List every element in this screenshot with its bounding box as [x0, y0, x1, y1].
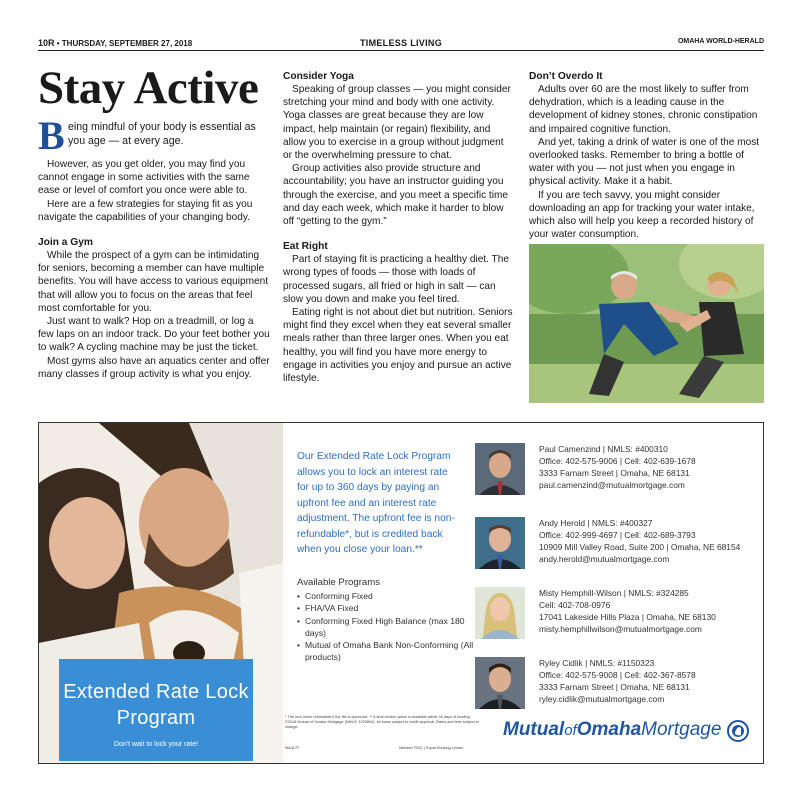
officer-email: paul.camenzind@mutualmortgage.com — [539, 480, 685, 490]
ad-legal: Member FDIC | Equal Housing Lender — [399, 746, 464, 750]
officer-email: misty.hemphillwilson@mutualmortgage.com — [539, 624, 702, 634]
body-paragraph: Most gyms also have an aquatics center and offer many classes if group activity is what you enjoy. — [38, 355, 270, 380]
officer-address: 3333 Farnam Street | Omaha, NE 68131 — [539, 468, 690, 478]
pitch-text: Our Extended Rate Lock Program allows you to lock an interest rate for up to 360 days by paying an upfront fee and an interest rate adjustment. The upfront fee is non-refundable*, but is credited back when you — [297, 451, 455, 555]
officer-name: Ryley Cidlik | NMLS: #1150323 — [539, 658, 655, 668]
body-paragraph: Part of staying fit is practicing a healthy diet. The wrong types of foods — those with loads of processed sugars, all fried or high in salt — can slow you down and make you feel tired. — [283, 254, 509, 305]
logo-omaha: Omaha — [576, 719, 642, 740]
section-name: TIMELESS LIVING — [359, 38, 442, 48]
loan-officer-card — [475, 587, 764, 639]
section-heading-eat-right: Eat Right — [283, 241, 328, 253]
section-heading-dont-overdo: Don’t Overdo It — [529, 71, 603, 82]
body-paragraph: While the prospect of a gym can be intimidating for seniors, becoming a member can have multiple benefits. You will have access to various equipment that will allow you to focus on the areas that feel most comfortable for you. — [38, 250, 269, 314]
body-paragraph: If you are tech savvy, you might consider downloading an app for tracking your water intake, which also will help you keep a recorded history of your water consumption. — [529, 189, 755, 241]
body-paragraph: Adults over 60 are the most likely to suffer from dehydration, which is a leading cause in the development of kidney stones, chronic constipation and impaired cognitive function. — [529, 84, 758, 135]
officer-email: ryley.cidlik@mutualmortgage.com — [539, 694, 665, 704]
logo-mutual: Mutual — [503, 719, 565, 740]
officer-email: andy.herold@mutualmortgage.com — [539, 554, 670, 564]
pitch-close: close — [343, 544, 368, 555]
officer-phone: Office: 402-999-4697 | Cell: 402-689-3793 — [539, 530, 696, 540]
officer-info — [539, 517, 740, 565]
lead-text: eing mindful of your body is essential as you age — at every age. — [68, 121, 256, 147]
officer-phone: Office: 402-575-9006 | Cell: 402-639-1678 — [539, 456, 696, 466]
headshot-photo — [475, 443, 525, 495]
officer-phone: Office: 402-575-9008 | Cell: 402-367-8578 — [539, 670, 696, 680]
pitch-end: your loan.** — [367, 544, 423, 555]
available-programs — [297, 577, 477, 663]
logo-of: of — [564, 722, 577, 739]
body-paragraph: Speaking of group classes — you might consider stretching your mind and body with one activity. Yoga classes are great because they are low impact, help maintain (or regain) flexibility, and allow you to exercise in a group without judgment or the overwhelming pressure to chat. — [283, 84, 511, 162]
headshot-photo — [475, 587, 525, 639]
article-column-3 — [529, 70, 765, 241]
page-header — [38, 38, 764, 50]
promo-subtitle: Don't wait to lock your rate! — [113, 741, 199, 748]
promo-title: Extended Rate Lock Program — [63, 681, 249, 729]
mutual-of-omaha-logo — [503, 719, 721, 741]
newspaper-name: OMAHA WORLD-HERALD — [677, 38, 764, 45]
body-paragraph: Eating right is not about diet but nutrition. Seniors might find they excel when they eat several smaller meals rather than three larger ones. When you eat healthy, you will find you have more energy to engage in activities you enjoy and pursue an active lifestyle. — [283, 307, 513, 385]
officer-info — [539, 657, 696, 705]
ad-code: MA417F — [285, 746, 300, 750]
drop-cap: B — [38, 113, 65, 158]
loan-officer-card — [475, 657, 764, 709]
indian-head-logo-icon — [727, 720, 749, 742]
program-item: • Mutual of Omaha Bank Non-Conforming (All products) — [297, 639, 477, 663]
officer-address: 3333 Farnam Street | Omaha, NE 68131 — [539, 682, 690, 692]
couple-with-dog-photo — [39, 423, 283, 763]
officer-address: 17041 Lakeside Hills Plaza | Omaha, NE 68130 — [539, 612, 716, 622]
mortgage-advertisement — [38, 422, 764, 764]
officer-name: Misty Hemphill-Wilson | NMLS: #324285 — [539, 588, 689, 598]
body-paragraph: Group activities also provide structure and accountability; you have an instructor guiding you through the exercise, and you meet a specific time and day each week, which make it harder to blow off “getting to the gym.” — [283, 163, 508, 228]
officer-info — [539, 587, 716, 635]
loan-officer-card — [475, 443, 764, 495]
officer-address: 10909 Mill Valley Road, Suite 200 | Omaha, NE 68154 — [539, 542, 741, 552]
fine-print: * The lock never refundable if the file is approved. ** A final review option is available within 30 days of funding. ©2018 Mutual of Omaha Mortgage (NMLS: 1025894). All loans subject to credit approval. Rates and fees subject to change. — [285, 715, 480, 729]
ad-pitch — [297, 449, 459, 558]
body-paragraph: Just want to walk? Hop on a treadmill, or log a few laps on an indoor track. Do your feet bother you to walk? A cycling machine may be just the ticket. — [38, 316, 270, 354]
article-column-1 — [38, 64, 271, 381]
program-item: • Conforming Fixed — [297, 590, 477, 602]
intro-paragraph: However, as you get older, you may find you cannot engage in some activities with the same ease or level of comfort you once were able to. — [38, 159, 250, 197]
officer-info — [539, 443, 696, 491]
article-lead — [38, 113, 271, 158]
body-paragraph: And yet, taking a drink of water is one of the most overlooked tasks. Remember to bring a bottle of water with you — not just when you engage in physical activity. Make it a habit. — [529, 136, 760, 188]
issue-date: THURSDAY, SEPTEMBER 27, 2018 — [61, 39, 193, 48]
article-column-2 — [283, 70, 515, 385]
stretching-couple-photo — [529, 244, 764, 403]
logo-mortgage: Mortgage — [641, 719, 722, 740]
section-heading-yoga: Consider Yoga — [283, 71, 354, 82]
officer-name: Andy Herold | NMLS: #400327 — [539, 518, 653, 528]
loan-officer-card — [475, 517, 764, 569]
section-heading-gym: Join a Gym — [38, 237, 93, 249]
article-title: Stay Active — [38, 62, 259, 114]
rate-lock-promo-box — [59, 659, 253, 761]
header-rule — [38, 50, 764, 51]
page-date-line: 10R • THURSDAY, SEPTEMBER 27, 2018 — [38, 38, 193, 48]
programs-heading: Available Programs — [297, 577, 381, 588]
officer-phone: Cell: 402-708-0976 — [539, 600, 611, 610]
intro-paragraph: Here are a few strategies for staying fit as you navigate the capabilities of your changing body. — [38, 198, 253, 223]
headshot-photo — [475, 657, 525, 709]
headshot-photo — [475, 517, 525, 569]
page-number: 10R — [38, 38, 55, 48]
program-item: • FHA/VA Fixed — [297, 602, 477, 614]
program-item: • Conforming Fixed High Balance (max 180 days) — [297, 615, 477, 639]
officer-name: Paul Camenzind | NMLS: #400310 — [539, 444, 668, 454]
